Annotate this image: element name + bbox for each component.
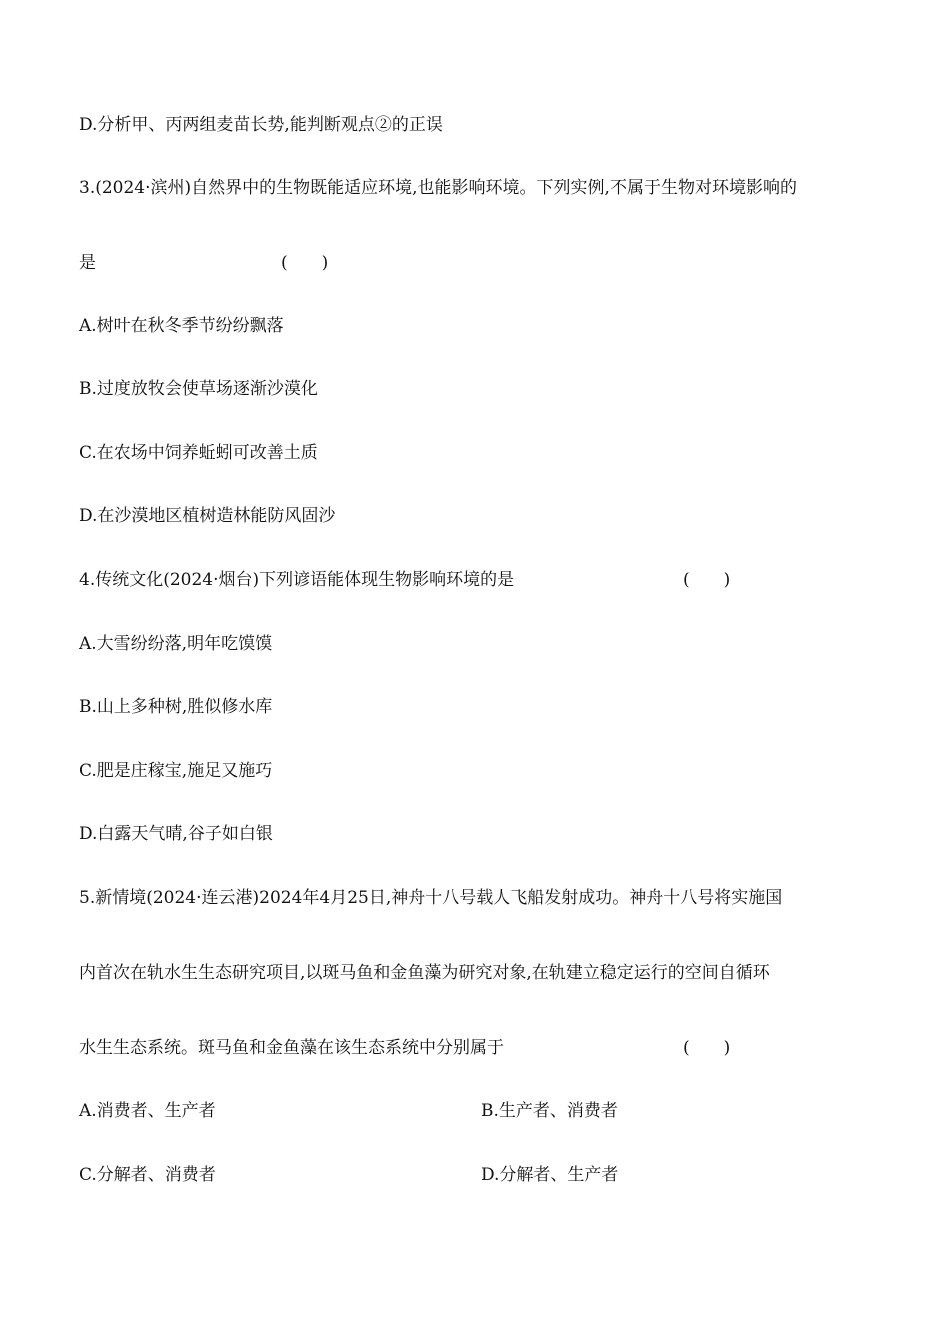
- question-3-option-d: D.在沙漠地区植树造林能防风固沙: [79, 506, 336, 526]
- question-5-stem-line-2: 内首次在轨水生生态研究项目,以斑马鱼和金鱼藻为研究对象,在轨建立稳定运行的空间自循环: [79, 963, 770, 983]
- question-3-option-b: B.过度放牧会使草场逐渐沙漠化: [79, 379, 318, 399]
- question-5-option-b: B.生产者、消费者: [481, 1101, 618, 1121]
- question-3-stem-line-2: 是: [79, 253, 96, 273]
- question-5-stem-line-3: 水生生态系统。斑马鱼和金鱼藻在该生态系统中分别属于: [79, 1038, 504, 1058]
- question-2-option-d: D.分析甲、丙两组麦苗长势,能判断观点②的正误: [79, 115, 443, 135]
- question-4-option-d: D.白露天气晴,谷子如白银: [79, 824, 273, 844]
- question-5-option-a: A.消费者、生产者: [79, 1101, 216, 1121]
- question-4-stem: 4.传统文化(2024·烟台)下列谚语能体现生物影响环境的是: [79, 570, 515, 590]
- question-5-option-c: C.分解者、消费者: [79, 1165, 216, 1185]
- question-3-stem-line-1: 3.(2024·滨州)自然界中的生物既能适应环境,也能影响环境。下列实例,不属于生物对环境影响的: [79, 178, 797, 198]
- question-3-answer-bracket: ( ): [281, 253, 329, 273]
- question-5-answer-bracket: ( ): [683, 1038, 731, 1058]
- question-3-option-c: C.在农场中饲养蚯蚓可改善土质: [79, 443, 318, 463]
- question-4-option-c: C.肥是庄稼宝,施足又施巧: [79, 761, 273, 781]
- question-4-option-a: A.大雪纷纷落,明年吃馍馍: [79, 634, 273, 654]
- question-5-option-d: D.分解者、生产者: [481, 1165, 619, 1185]
- question-4-answer-bracket: ( ): [683, 570, 731, 590]
- question-5-stem-line-1: 5.新情境(2024·连云港)2024年4月25日,神舟十八号载人飞船发射成功。神舟十八号将实施国: [79, 888, 783, 908]
- question-4-option-b: B.山上多种树,胜似修水库: [79, 697, 273, 717]
- question-3-option-a: A.树叶在秋冬季节纷纷飘落: [79, 316, 284, 336]
